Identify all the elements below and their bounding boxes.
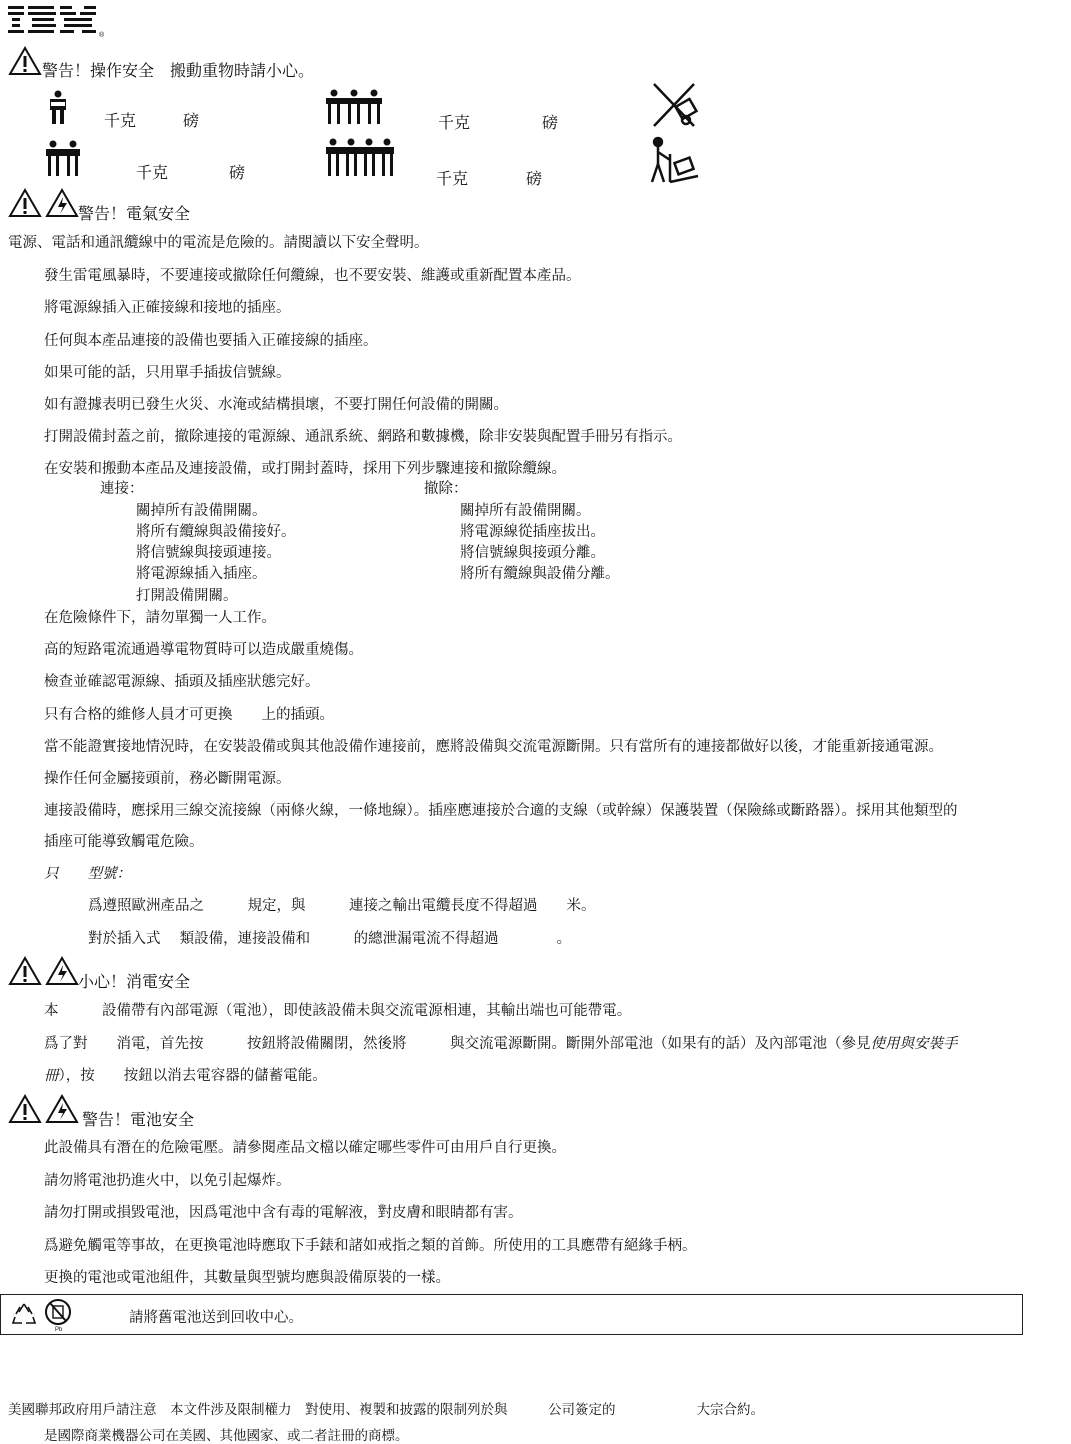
battery-item: 請勿將電池扔進火中，以免引起爆炸。 — [44, 1173, 291, 1189]
weight-lb-4: 磅 — [526, 169, 543, 188]
ibm-logo — [8, 4, 108, 38]
disconnect-step: 將信號線與接頭分離。 — [460, 545, 605, 561]
connect-step: 將電源線插入插座。 — [136, 566, 267, 582]
warning-triangle-icon — [8, 46, 42, 76]
disconnect-step: 將電源線從插座拔出。 — [460, 524, 605, 540]
discharge-warning-icon — [8, 956, 80, 986]
electrical-item: 任何與本產品連接的設備也要插入正確接線的插座。 — [44, 333, 378, 349]
electrical-item: 操作任何金屬接頭前，務必斷開電源。 — [44, 771, 291, 787]
model-note: 爲遵照歐洲產品之 規定，與 連接之輸出電纜長度不得超過 米。 — [88, 898, 596, 914]
battery-item: 更換的電池或電池組件，其數量與型號均應與設備原裝的一樣。 — [44, 1270, 450, 1286]
two-person-lift-icon — [44, 140, 82, 178]
no-trash-icon — [44, 1298, 72, 1332]
battery-item: 請勿打開或損毀電池，因爲電池中含有毒的電解液，對皮膚和眼睛都有害。 — [44, 1205, 523, 1221]
hand-truck-icon — [648, 136, 704, 186]
weight-lb-1: 磅 — [183, 111, 200, 130]
electrical-heading: 警告！電氣安全 — [78, 204, 191, 223]
no-hand-truck-icon — [648, 80, 704, 130]
electrical-item: 打開設備封蓋之前，撤除連接的電源線、通訊系統、網路和數據機，除非安裝與配置手冊另有指示。 — [44, 429, 682, 445]
electrical-item: 如有證據表明已發生火災、水淹或結構損壞，不要打開任何設備的開關。 — [44, 397, 508, 413]
disconnect-step: 將所有纜線與設備分離。 — [460, 566, 620, 582]
recycle-icon — [10, 1301, 38, 1327]
electrical-item: 如果可能的話，只用單手插拔信號線。 — [44, 365, 291, 381]
weight-lb-2: 磅 — [542, 113, 559, 132]
weight-lb-3: 磅 — [229, 163, 246, 182]
recycle-text: 請將舊電池送到回收中心。 — [129, 1310, 303, 1326]
electrical-item: 當不能證實接地情況時，在安裝設備或與其他設備作連接前，應將設備與交流電源斷開。只有當所有的連接都做好以後，才能重新接通電源。 — [44, 739, 943, 755]
model-only-label: 只 型號： — [44, 866, 131, 882]
weight-kg-3: 千克 — [136, 163, 169, 182]
connect-title: 連接： — [100, 481, 144, 497]
electrical-item: 高的短路電流通過導電物質時可以造成嚴重燒傷。 — [44, 642, 363, 658]
model-note: 對於插入式 類設備，連接設備和 的總泄漏電流不得超過 。 — [88, 931, 572, 947]
pb-mark: Pb — [55, 1327, 63, 1332]
connect-step: 打開設備開關。 — [136, 588, 238, 604]
four-person-lift-icon — [324, 138, 396, 180]
electrical-item: 插座可能導致觸電危險。 — [44, 834, 204, 850]
weight-kg-2: 千克 — [438, 113, 471, 132]
electrical-item: 將電源線插入正確接線和接地的插座。 — [44, 300, 291, 316]
battery-item: 此設備具有潛在的危險電壓。請參閱產品文檔以確定哪些零件可由用戶自行更換。 — [44, 1140, 566, 1156]
weight-kg-1: 千克 — [104, 111, 137, 130]
registered-mark: ® — [99, 32, 105, 38]
electrical-item: 在安裝和搬動本產品及連接設備，或打開封蓋時，採用下列步驟連接和撤除纜線。 — [44, 461, 566, 477]
electrical-item: 只有合格的維修人員才可更換 上的插頭。 — [44, 707, 334, 723]
three-person-lift-icon — [324, 89, 384, 127]
battery-warning-icon — [8, 1094, 80, 1124]
weight-kg-4: 千克 — [436, 169, 469, 188]
discharge-line: 爲了對 消電，首先按 按鈕將設備關閉，然後將 與交流電源斷開。斷開外部電池（如果有的話）及內部電池（參見使用與安裝手 — [44, 1036, 958, 1052]
connect-step: 關掉所有設備開關。 — [136, 503, 267, 519]
connect-step: 將所有纜線與設備接好。 — [136, 524, 296, 540]
disconnect-title: 撤除： — [424, 481, 468, 497]
one-person-lift-icon — [46, 90, 70, 126]
discharge-line: 冊），按 按鈕以消去電容器的儲蓄電能。 — [44, 1068, 327, 1084]
footer-trademark: 是國際商業機器公司在美國、其他國家、或二者註冊的商標。 — [44, 1428, 409, 1444]
discharge-line: 本 設備帶有內部電源（電池），即使該設備未與交流電源相連，其輸出端也可能帶電。 — [44, 1003, 632, 1019]
discharge-heading: 小心！消電安全 — [78, 972, 191, 991]
battery-heading: 警告！電池安全 — [82, 1110, 195, 1129]
footer-notice: 美國聯邦政府用戶請注意 本文件涉及限制權力 對使用、複製和披露的限制列於與 公司簽定的 大宗合約。 — [8, 1402, 764, 1418]
disconnect-step: 關掉所有設備開關。 — [460, 503, 591, 519]
electrical-item: 在危險條件下，請勿單獨一人工作。 — [44, 610, 276, 626]
electrical-item: 發生雷電風暴時，不要連接或撤除任何纜線，也不要安裝、維護或重新配置本產品。 — [44, 268, 581, 284]
connect-step: 將信號線與接頭連接。 — [136, 545, 281, 561]
battery-item: 爲避免觸電等事故，在更換電池時應取下手錶和諸如戒指之類的首飾。所使用的工具應帶有絕緣手柄。 — [44, 1238, 697, 1254]
electrical-warning-icon — [8, 188, 80, 218]
electrical-item: 連接設備時，應採用三線交流接線（兩條火線，一條地線）。插座應連接於合適的支線（或幹線）保護裝置（保險絲或斷路器）。採用其他類型的 — [44, 803, 958, 819]
lifting-heading: 警告！操作安全 搬動重物時請小心。 — [42, 61, 315, 80]
electrical-item: 檢查並確認電源線、插頭及插座狀態完好。 — [44, 674, 320, 690]
electrical-intro: 電源、電話和通訊纜線中的電流是危險的。請閱讀以下安全聲明。 — [8, 235, 429, 251]
